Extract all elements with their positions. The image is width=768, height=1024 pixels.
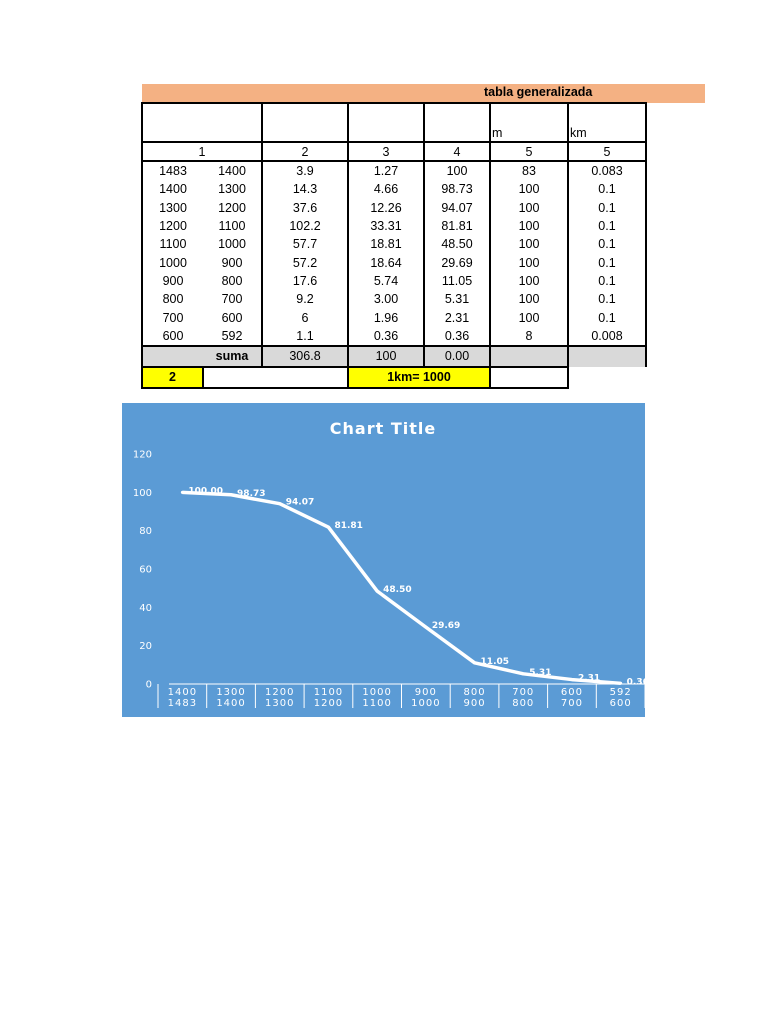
data-label: 94.07 [285, 497, 315, 508]
sum-blank-cell [490, 346, 568, 367]
sum-percent: 100 [348, 346, 424, 367]
elevation-from-cell: 700 [142, 308, 203, 326]
table-row [142, 235, 646, 253]
area-value-cell: 57.7 [262, 235, 348, 253]
title-bar [142, 84, 705, 103]
area-percent-cell: 1.96 [348, 308, 424, 326]
sum-last: 0.00 [424, 346, 490, 367]
column-number: 2 [262, 142, 348, 161]
area-value-cell: 102.2 [262, 217, 348, 235]
cumulative-percent-cell: 5.31 [424, 290, 490, 308]
distance-km-cell: 0.1 [568, 180, 646, 198]
area-value-cell: 14.3 [262, 180, 348, 198]
column-number: 5 [568, 142, 646, 161]
area-value-cell: 17.6 [262, 272, 348, 290]
cumulative-percent-cell: 0.36 [424, 327, 490, 346]
y-tick-label: 60 [139, 564, 152, 576]
elevation-from-cell: 1200 [142, 217, 203, 235]
scale-note: 1km= 1000 [348, 367, 490, 388]
table-row [142, 272, 646, 290]
elevation-to-cell: 1200 [203, 199, 262, 217]
sum-area: 306.8 [262, 346, 348, 367]
area-percent-cell: 33.31 [348, 217, 424, 235]
x-tick-label: 600 [609, 698, 632, 709]
distance-km-cell: 0.008 [568, 327, 646, 346]
data-point [424, 626, 427, 629]
elevation-from-cell: 1000 [142, 253, 203, 271]
footer-empty-cell [568, 367, 646, 388]
x-tick-label: 900 [463, 698, 486, 709]
elevation-from-cell: 800 [142, 290, 203, 308]
data-point [619, 682, 622, 685]
chart-title: Chart Title [329, 419, 437, 438]
data-point [181, 491, 184, 494]
y-tick-label: 0 [145, 679, 152, 691]
x-tick-label: 1483 [167, 698, 198, 709]
x-tick-label: 1300 [265, 698, 295, 709]
area-percent-cell: 1.27 [348, 161, 424, 180]
x-tick-label: 1100 [313, 687, 344, 698]
x-tick-label: 1000 [411, 698, 441, 709]
chart-canvas [122, 403, 649, 717]
column-number: 1 [142, 142, 262, 161]
x-tick-label: 900 [414, 687, 437, 698]
area-percent-cell: 18.64 [348, 253, 424, 271]
y-tick-label: 20 [139, 641, 152, 653]
footer-blank-cell [490, 367, 568, 388]
x-tick-label: 800 [463, 687, 486, 698]
elevation-to-cell: 1000 [203, 235, 262, 253]
elevation-from-cell: 600 [142, 327, 203, 346]
table-row [142, 290, 646, 308]
x-tick-label: 1400 [216, 698, 246, 709]
elevation-to-cell: 1400 [203, 161, 262, 180]
elevation-to-cell: 700 [203, 290, 262, 308]
data-point [376, 590, 379, 593]
distance-m-cell: 100 [490, 199, 568, 217]
area-value-cell: 37.6 [262, 199, 348, 217]
cumulative-percent-cell: 2.31 [424, 308, 490, 326]
data-point [278, 502, 281, 505]
distance-m-cell: 83 [490, 161, 568, 180]
distance-m-cell: 100 [490, 290, 568, 308]
data-label: 0.36 [626, 677, 649, 688]
header-blank-cell [142, 103, 262, 142]
data-point [230, 493, 233, 496]
table-row [142, 327, 646, 346]
area-percent-cell: 3.00 [348, 290, 424, 308]
distance-m-cell: 100 [490, 308, 568, 326]
x-tick-label: 700 [560, 698, 583, 709]
area-value-cell: 3.9 [262, 161, 348, 180]
x-tick-label: 1000 [362, 687, 392, 698]
elevation-from-cell: 1100 [142, 235, 203, 253]
distance-m-cell: 8 [490, 327, 568, 346]
elevation-to-cell: 1100 [203, 217, 262, 235]
y-tick-label: 100 [132, 487, 152, 499]
cumulative-percent-cell: 100 [424, 161, 490, 180]
elevation-from-cell: 900 [142, 272, 203, 290]
data-label: 2.31 [577, 673, 601, 684]
cumulative-percent-cell: 94.07 [424, 199, 490, 217]
cumulative-percent-cell: 81.81 [424, 217, 490, 235]
data-point [473, 661, 476, 664]
x-tick-label: 1200 [313, 698, 344, 709]
data-label: 29.69 [431, 621, 461, 632]
header-blank-cell [348, 103, 424, 142]
area-value-cell: 6 [262, 308, 348, 326]
elevation-to-cell: 600 [203, 308, 262, 326]
data-label: 5.31 [529, 667, 552, 678]
distance-km-cell: 0.1 [568, 199, 646, 217]
area-percent-cell: 12.26 [348, 199, 424, 217]
elevation-to-cell: 1300 [203, 180, 262, 198]
distance-m-cell: 100 [490, 235, 568, 253]
area-value-cell: 57.2 [262, 253, 348, 271]
data-point [327, 526, 330, 529]
distance-m-cell: 100 [490, 253, 568, 271]
unit-m-header: m [490, 103, 568, 142]
x-tick-label: 600 [560, 687, 583, 698]
sum-blank-cell [142, 346, 203, 367]
distance-m-cell: 100 [490, 272, 568, 290]
data-label: 81.81 [334, 521, 363, 532]
x-tick-label: 592 [609, 687, 632, 698]
sum-label: suma [203, 346, 262, 367]
area-percent-cell: 4.66 [348, 180, 424, 198]
cumulative-percent-cell: 98.73 [424, 180, 490, 198]
distance-km-cell: 0.1 [568, 217, 646, 235]
data-label: 100.00 [188, 486, 224, 497]
distance-km-cell: 0.1 [568, 235, 646, 253]
elevation-from-cell: 1483 [142, 161, 203, 180]
sum-blank-cell [568, 346, 646, 367]
table-row [142, 161, 646, 180]
table-row [142, 199, 646, 217]
data-label: 11.05 [480, 656, 510, 667]
area-percent-cell: 18.81 [348, 235, 424, 253]
y-tick-label: 80 [139, 526, 152, 538]
distance-m-cell: 100 [490, 180, 568, 198]
elevation-to-cell: 592 [203, 327, 262, 346]
area-value-cell: 9.2 [262, 290, 348, 308]
x-tick-label: 800 [512, 698, 535, 709]
footer-blank-cell [203, 367, 348, 388]
line-chart[interactable] [122, 403, 649, 717]
area-value-cell: 1.1 [262, 327, 348, 346]
data-table [141, 102, 647, 389]
elevation-to-cell: 800 [203, 272, 262, 290]
column-number: 5 [490, 142, 568, 161]
data-point [570, 678, 573, 681]
cumulative-percent-cell: 11.05 [424, 272, 490, 290]
table-row [142, 308, 646, 326]
unit-km-header: km [568, 103, 646, 142]
column-number: 3 [348, 142, 424, 161]
column-number: 4 [424, 142, 490, 161]
distance-km-cell: 0.1 [568, 308, 646, 326]
x-tick-label: 1300 [216, 687, 246, 698]
cumulative-percent-cell: 48.50 [424, 235, 490, 253]
distance-km-cell: 0.083 [568, 161, 646, 180]
area-percent-cell: 0.36 [348, 327, 424, 346]
table-row [142, 253, 646, 271]
header-blank-cell [424, 103, 490, 142]
table-row [142, 180, 646, 198]
header-blank-cell [262, 103, 348, 142]
footer-value: 2 [142, 367, 203, 388]
elevation-from-cell: 1300 [142, 199, 203, 217]
data-label: 98.73 [237, 488, 266, 499]
y-tick-label: 120 [132, 449, 152, 461]
cumulative-percent-cell: 29.69 [424, 253, 490, 271]
x-tick-label: 1400 [167, 687, 198, 698]
distance-km-cell: 0.1 [568, 253, 646, 271]
sheet-title: tabla generalizada [484, 85, 593, 99]
area-percent-cell: 5.74 [348, 272, 424, 290]
distance-km-cell: 0.1 [568, 272, 646, 290]
data-point [522, 672, 525, 675]
x-tick-label: 1100 [362, 698, 392, 709]
y-tick-label: 40 [139, 602, 152, 614]
elevation-from-cell: 1400 [142, 180, 203, 198]
distance-km-cell: 0.1 [568, 290, 646, 308]
x-tick-label: 700 [512, 687, 535, 698]
elevation-to-cell: 900 [203, 253, 262, 271]
data-label: 48.50 [383, 585, 412, 596]
distance-m-cell: 100 [490, 217, 568, 235]
x-tick-label: 1200 [265, 687, 295, 698]
table-row [142, 217, 646, 235]
